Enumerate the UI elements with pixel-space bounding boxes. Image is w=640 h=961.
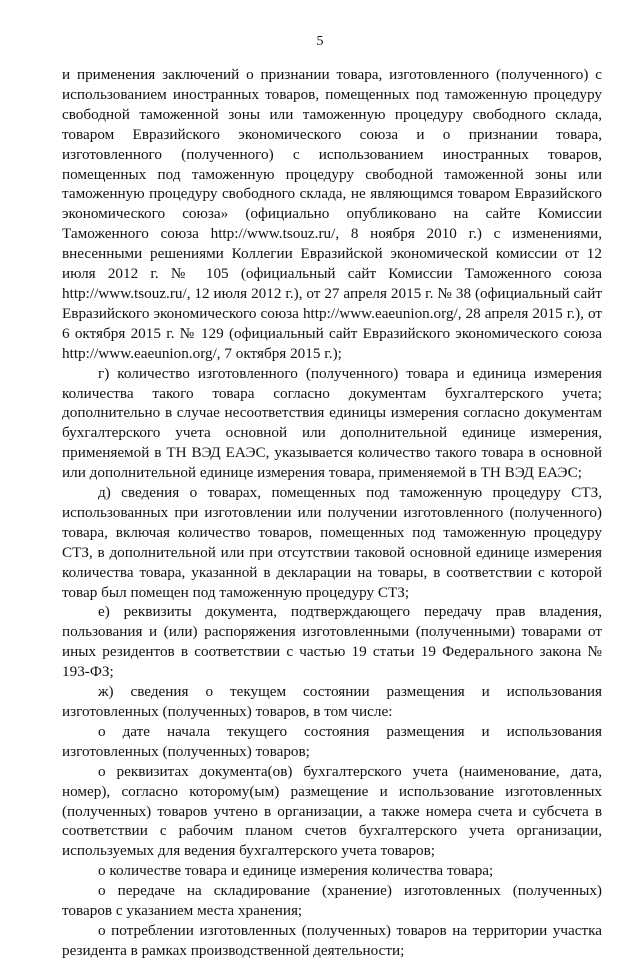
paragraph: о реквизитах документа(ов) бухгалтерского учета (наименование, дата, номер), согласно которому(ым) размещение и использование изготовленных (полученных) товаров учтено в организации, а также номера счета и субсчета в соответствии с рабочим планом счетов бухгалтерского учета организации, используемых для ведения бухгалтерского учета товаров; bbox=[62, 762, 602, 860]
page-number: 5 bbox=[316, 34, 324, 49]
paragraph: о потреблении изготовленных (полученных) товаров на территории участка резидента в рамках производственной деятельности; bbox=[62, 921, 602, 959]
paragraph: и применения заключений о признании товара, изготовленного (полученного) с использованием иностранных товаров, помещенных под таможенную процедуру свободной таможенной зоны или таможенную процедуру свободного склада, товаром Евразийского экономического союза и о признании товара, изготовленного (полученного) с использованием иностранных товаров, помещенных под таможенную процедуру свободной таможенной зоны или таможенную процедуру свободного склада, не являющимся товаром Евразийского экономического союза» (официально опубликовано на сайте Комиссии Таможенного союза http://www.tsouz.ru/, 8 ноября 2010 г.) с изменениями, внесенными решениями Коллегии Евразийской экономической комиссии от 12 июля 2012 г. № 105 (официальный сайт Комиссии Таможенного союза http://www.tsouz.ru/, 12 июля 2012 г.), от 27 апреля 2015 г. № 38 (официальный сайт Евразийского экономического союза http://www.eaeunion.org/, 28 апреля 2015 г.), от 6 октября 2015 г. № 129 (официальный сайт Евразийского экономического союза http://www.eaeunion.org/, 7 октября 2015 г.); bbox=[62, 66, 602, 362]
paragraph: о передаче на складирование (хранение) изготовленных (полученных) товаров с указанием места хранения; bbox=[62, 882, 602, 920]
paragraph: о дате начала текущего состояния размещения и использования изготовленных (полученных) товаров; bbox=[62, 722, 602, 760]
document-body bbox=[62, 65, 602, 961]
paragraph: е) реквизиты документа, подтверждающего передачу прав владения, пользования и (или) распоряжения изготовленными (полученными) товарами от иных резидентов в соответствии с частью 19 статьи 19 Федерального закона № 193-ФЗ; bbox=[62, 603, 602, 681]
paragraph: о количестве товара и единице измерения количества товара; bbox=[98, 862, 494, 880]
paragraph: ж) сведения о текущем состоянии размещения и использования изготовленных (полученных) товаров, в том числе: bbox=[62, 683, 602, 720]
paragraph: г) количество изготовленного (полученного) товара и единица измерения количества такого товара согласно документам бухгалтерского учета; дополнительно в случае несоответствия единицы измерения согласно документам бухгалтерского учета основной или дополнительной единице измерения, применяемой в ТН ВЭД ЕАЭС, указывается количество такого товара в основной или дополнительной единице измерения товара, применяемой в ТН ВЭД ЕАЭС; bbox=[62, 364, 602, 482]
paragraph: д) сведения о товарах, помещенных под таможенную процедуру СТЗ, использованных при изготовлении или получении изготовленного (полученного) товара, включая количество товаров, помещенных под таможенную процедуру СТЗ, в дополнительной или при отсутствии таковой основной единице измерения количества товара, указанной в декларации на товары, в соответствии с которой товар был помещен под таможенную процедуру СТЗ; bbox=[62, 484, 602, 601]
